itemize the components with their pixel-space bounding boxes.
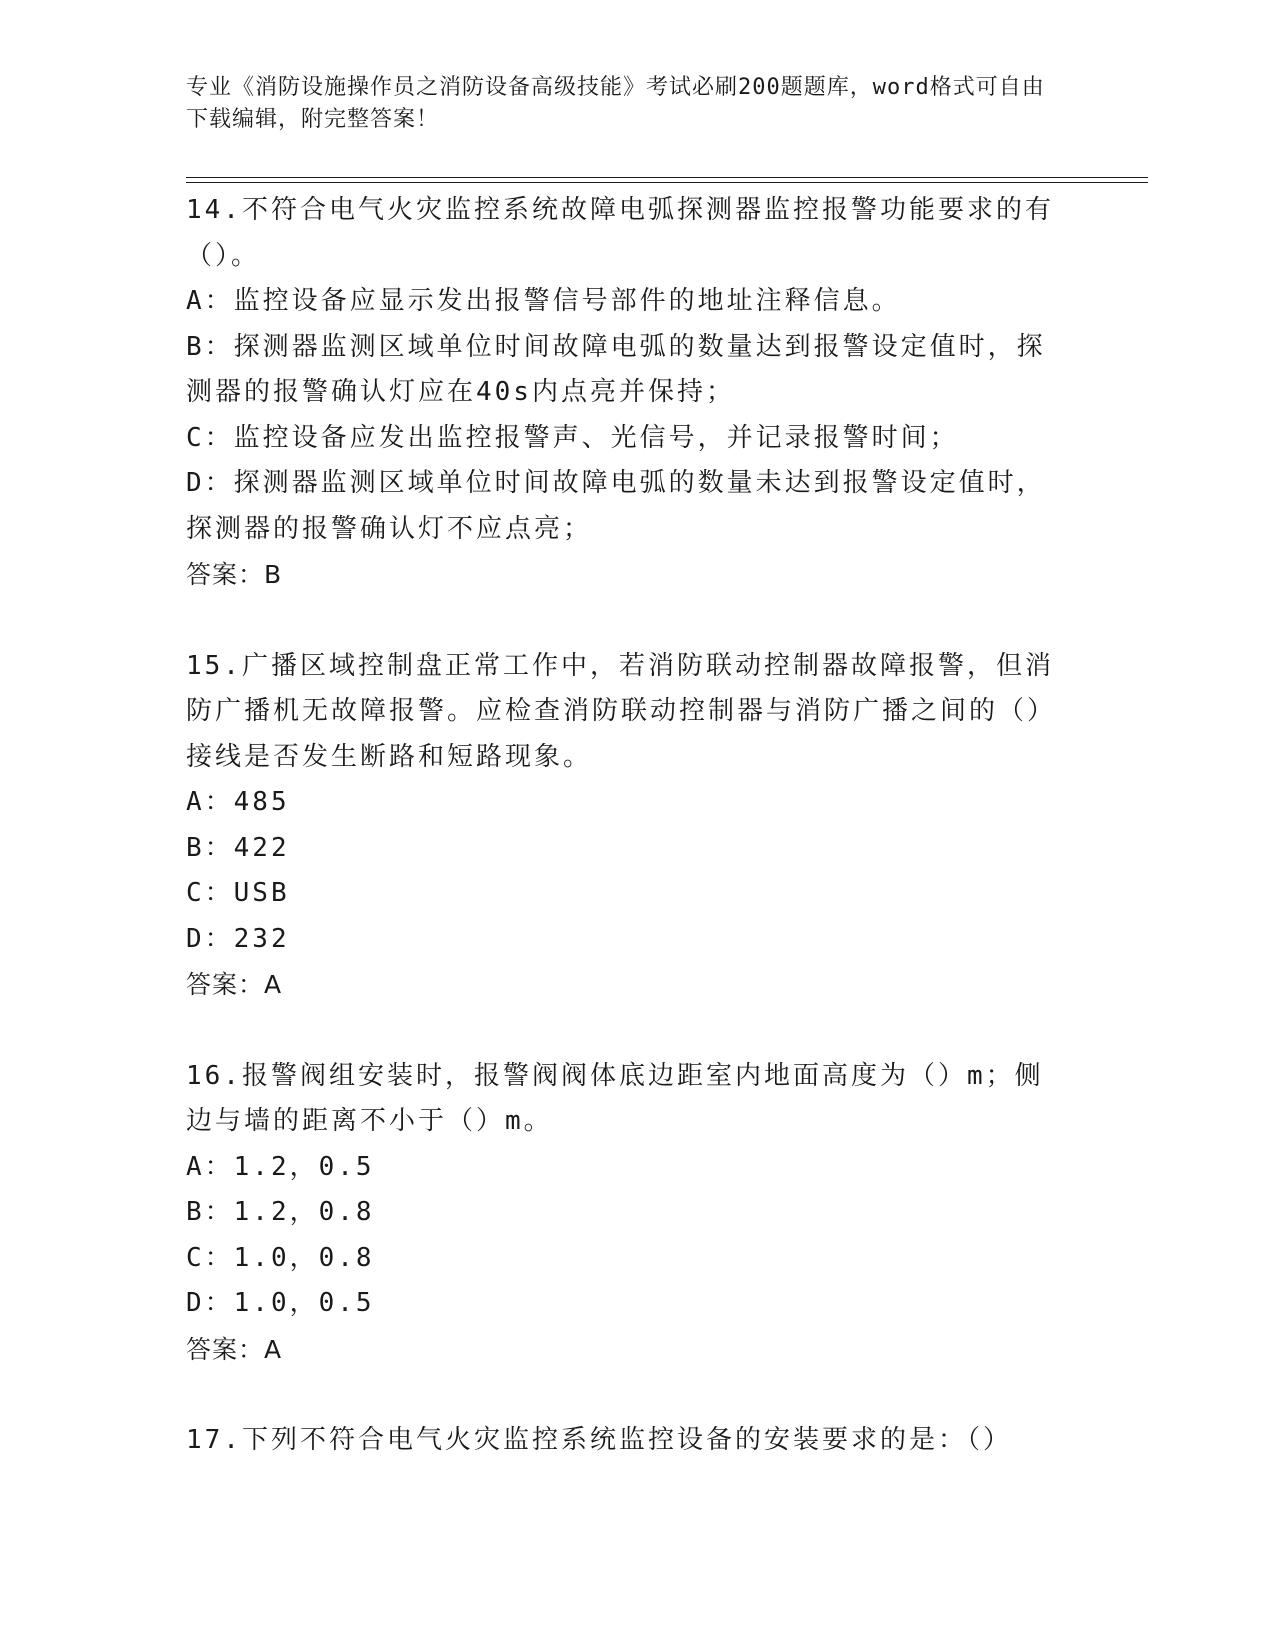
question-15 — [186, 644, 1066, 1008]
question-16 — [186, 1054, 1066, 1373]
option-d: D：232 — [186, 923, 290, 954]
answer-label: 答案：A — [186, 970, 283, 999]
option-d: D：探测器监测区域单位时间故障电弧的数量未达到报警设定值时，探测器的报警确认灯不应点亮； — [186, 468, 1046, 544]
option-b: B：探测器监测区域单位时间故障电弧的数量达到报警设定值时，探测器的报警确认灯应在40s内点亮并保持； — [186, 331, 1046, 407]
question-17 — [186, 1418, 1066, 1464]
option-d: D：1.0，0.5 — [186, 1288, 375, 1318]
option-b: B：422 — [186, 832, 290, 863]
question-stem: 16.报警阀组安装时，报警阀阀体底边距室内地面高度为（）m；侧边与墙的距离不小于（）m。 — [186, 1060, 1044, 1136]
option-c: C：USB — [186, 878, 290, 908]
header-divider-top — [186, 177, 1148, 178]
option-b: B：1.2，0.8 — [186, 1197, 375, 1227]
document-header: 专业《消防设施操作员之消防设备高级技能》考试必刷200题题库，word格式可自由下载编辑，附完整答案！ — [186, 75, 1045, 132]
question-14 — [186, 188, 1066, 598]
option-a: A：485 — [186, 787, 290, 817]
answer-label: 答案：B — [186, 560, 283, 589]
header-divider-bottom — [186, 182, 1148, 183]
question-stem: 15.广播区域控制盘正常工作中，若消防联动控制器故障报警，但消防广播机无故障报警。应检查消防联动控制器与消防广播之间的（）接线是否发生断路和短路现象。 — [186, 650, 1057, 772]
question-stem: 14.不符合电气火灾监控系统故障电弧探测器监控报警功能要求的有（）。 — [186, 195, 1054, 271]
question-list — [186, 188, 1066, 1464]
option-c: C：1.0，0.8 — [186, 1242, 375, 1273]
option-c: C：监控设备应发出监控报警声、光信号，并记录报警时间； — [186, 422, 959, 453]
option-a: A：1.2，0.5 — [186, 1151, 375, 1182]
question-stem: 17.下列不符合电气火灾监控系统监控设备的安装要求的是：（） — [186, 1425, 1012, 1455]
option-a: A：监控设备应显示发出报警信号部件的地址注释信息。 — [186, 286, 901, 316]
answer-label: 答案：A — [186, 1334, 283, 1364]
